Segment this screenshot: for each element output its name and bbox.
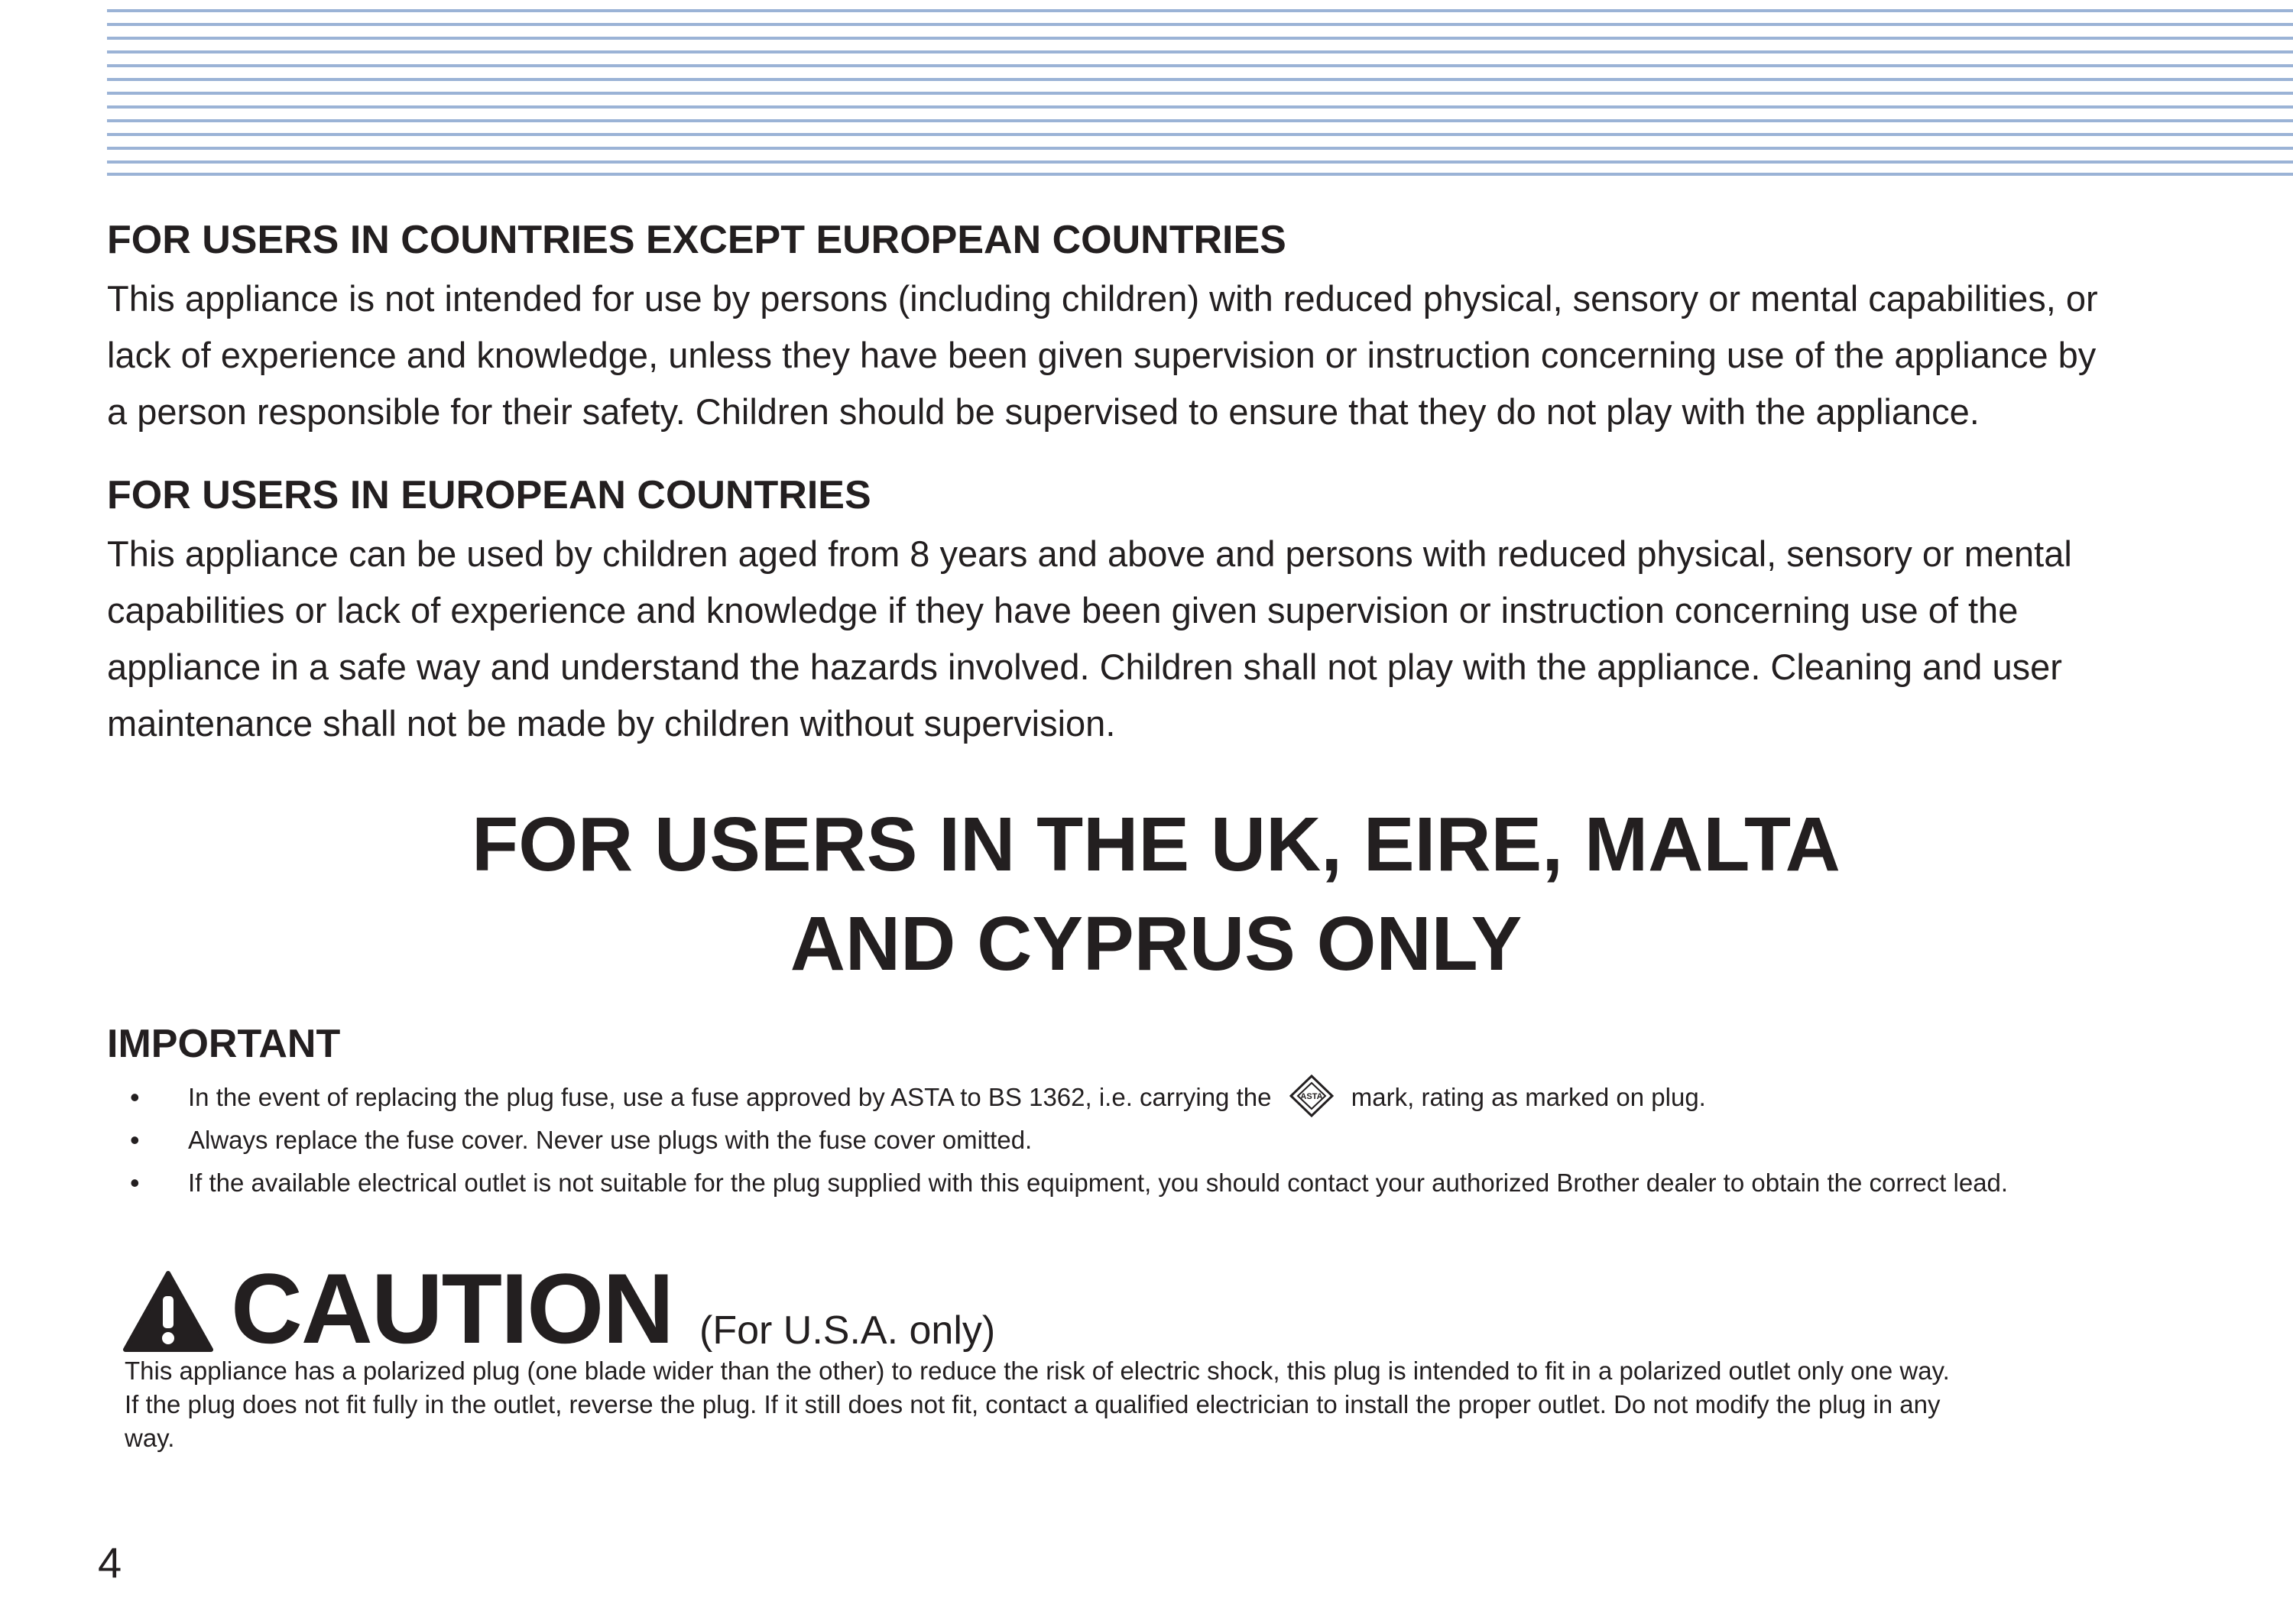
paragraph-line: This appliance has a polarized plug (one blade wider than the other) to reduce the risk of electric shock, this plug is intended to fit in a polarized outlet only one way. xyxy=(125,1357,1950,1385)
header-stripes xyxy=(107,0,2293,176)
caution-subtitle: (For U.S.A. only) xyxy=(699,1308,996,1353)
paragraph-line: This appliance is not intended for use by persons (including children) with reduced physical, sensory or mental capabilities, or xyxy=(107,278,2098,319)
paragraph-line: way. xyxy=(125,1424,175,1452)
header-stripe xyxy=(107,133,2293,136)
header-stripe xyxy=(107,160,2293,164)
header-stripe xyxy=(107,64,2293,67)
non-eu-heading: FOR USERS IN COUNTRIES EXCEPT EUROPEAN COUNTRIES xyxy=(107,218,1286,262)
important-heading: IMPORTANT xyxy=(107,1022,341,1066)
header-stripe xyxy=(107,147,2293,150)
uk-title-line2: AND CYPRUS ONLY xyxy=(790,901,1523,987)
bullet-glyph: • xyxy=(130,1081,140,1113)
header-stripe xyxy=(107,23,2293,26)
paragraph-line: capabilities or lack of experience and knowledge if they have been given supervision or instruction concerning use of the xyxy=(107,590,2019,630)
list-item xyxy=(130,1162,2270,1204)
list-item xyxy=(130,1076,2270,1119)
header-stripe xyxy=(107,37,2293,40)
header-stripe xyxy=(107,92,2293,95)
paragraph-line: lack of experience and knowledge, unless they have been given supervision or instruction concerning use of the appliance by xyxy=(107,335,2097,375)
list-item xyxy=(130,1119,2270,1162)
paragraph-line: a person responsible for their safety. Children should be supervised to ensure that they do not play with the appliance. xyxy=(107,391,1980,432)
paragraph-line: maintenance shall not be made by children without supervision. xyxy=(107,703,1116,744)
bullet-glyph: • xyxy=(130,1124,140,1156)
bullet-text: Always replace the fuse cover. Never use plugs with the fuse cover omitted. xyxy=(188,1126,1033,1154)
warning-triangle-icon xyxy=(122,1270,214,1354)
asta-mark-text: ASTA xyxy=(1300,1092,1323,1102)
bullet-glyph: • xyxy=(130,1167,140,1198)
header-stripe xyxy=(107,78,2293,81)
caution-title: CAUTION xyxy=(231,1253,673,1364)
header-stripe xyxy=(107,173,2293,176)
paragraph-line: If the plug does not fit fully in the outlet, reverse the plug. If it still does not fit, contact a qualified electrician to install the proper outlet. Do not modify the plug in any xyxy=(125,1390,1941,1418)
eu-paragraph xyxy=(107,526,2217,752)
caution-paragraph xyxy=(125,1354,2188,1455)
bullet-text: In the event of replacing the plug fuse, use a fuse approved by ASTA to BS 1362, i.e. carrying the xyxy=(188,1083,1272,1111)
bullet-text: mark, rating as marked on plug. xyxy=(1351,1083,1706,1111)
page-number: 4 xyxy=(98,1538,122,1587)
header-stripe xyxy=(107,50,2293,53)
paragraph-line: This appliance can be used by children aged from 8 years and above and persons with reduced physical, sensory or mental xyxy=(107,533,2072,574)
asta-mark-icon xyxy=(1289,1075,1334,1117)
uk-title-line1: FOR USERS IN THE UK, EIRE, MALTA xyxy=(472,802,1841,887)
paragraph-line: appliance in a safe way and understand the hazards involved. Children shall not play with the appliance. Cleaning and user xyxy=(107,647,2062,687)
header-stripe xyxy=(107,105,2293,109)
eu-heading: FOR USERS IN EUROPEAN COUNTRIES xyxy=(107,473,871,517)
non-eu-paragraph xyxy=(107,271,2217,440)
header-stripe xyxy=(107,119,2293,122)
header-stripe xyxy=(107,9,2293,12)
important-list xyxy=(130,1076,2270,1204)
bullet-text: If the available electrical outlet is not suitable for the plug supplied with this equipment, you should contact your authorized Brother dealer to obtain the correct lead. xyxy=(188,1169,2009,1197)
